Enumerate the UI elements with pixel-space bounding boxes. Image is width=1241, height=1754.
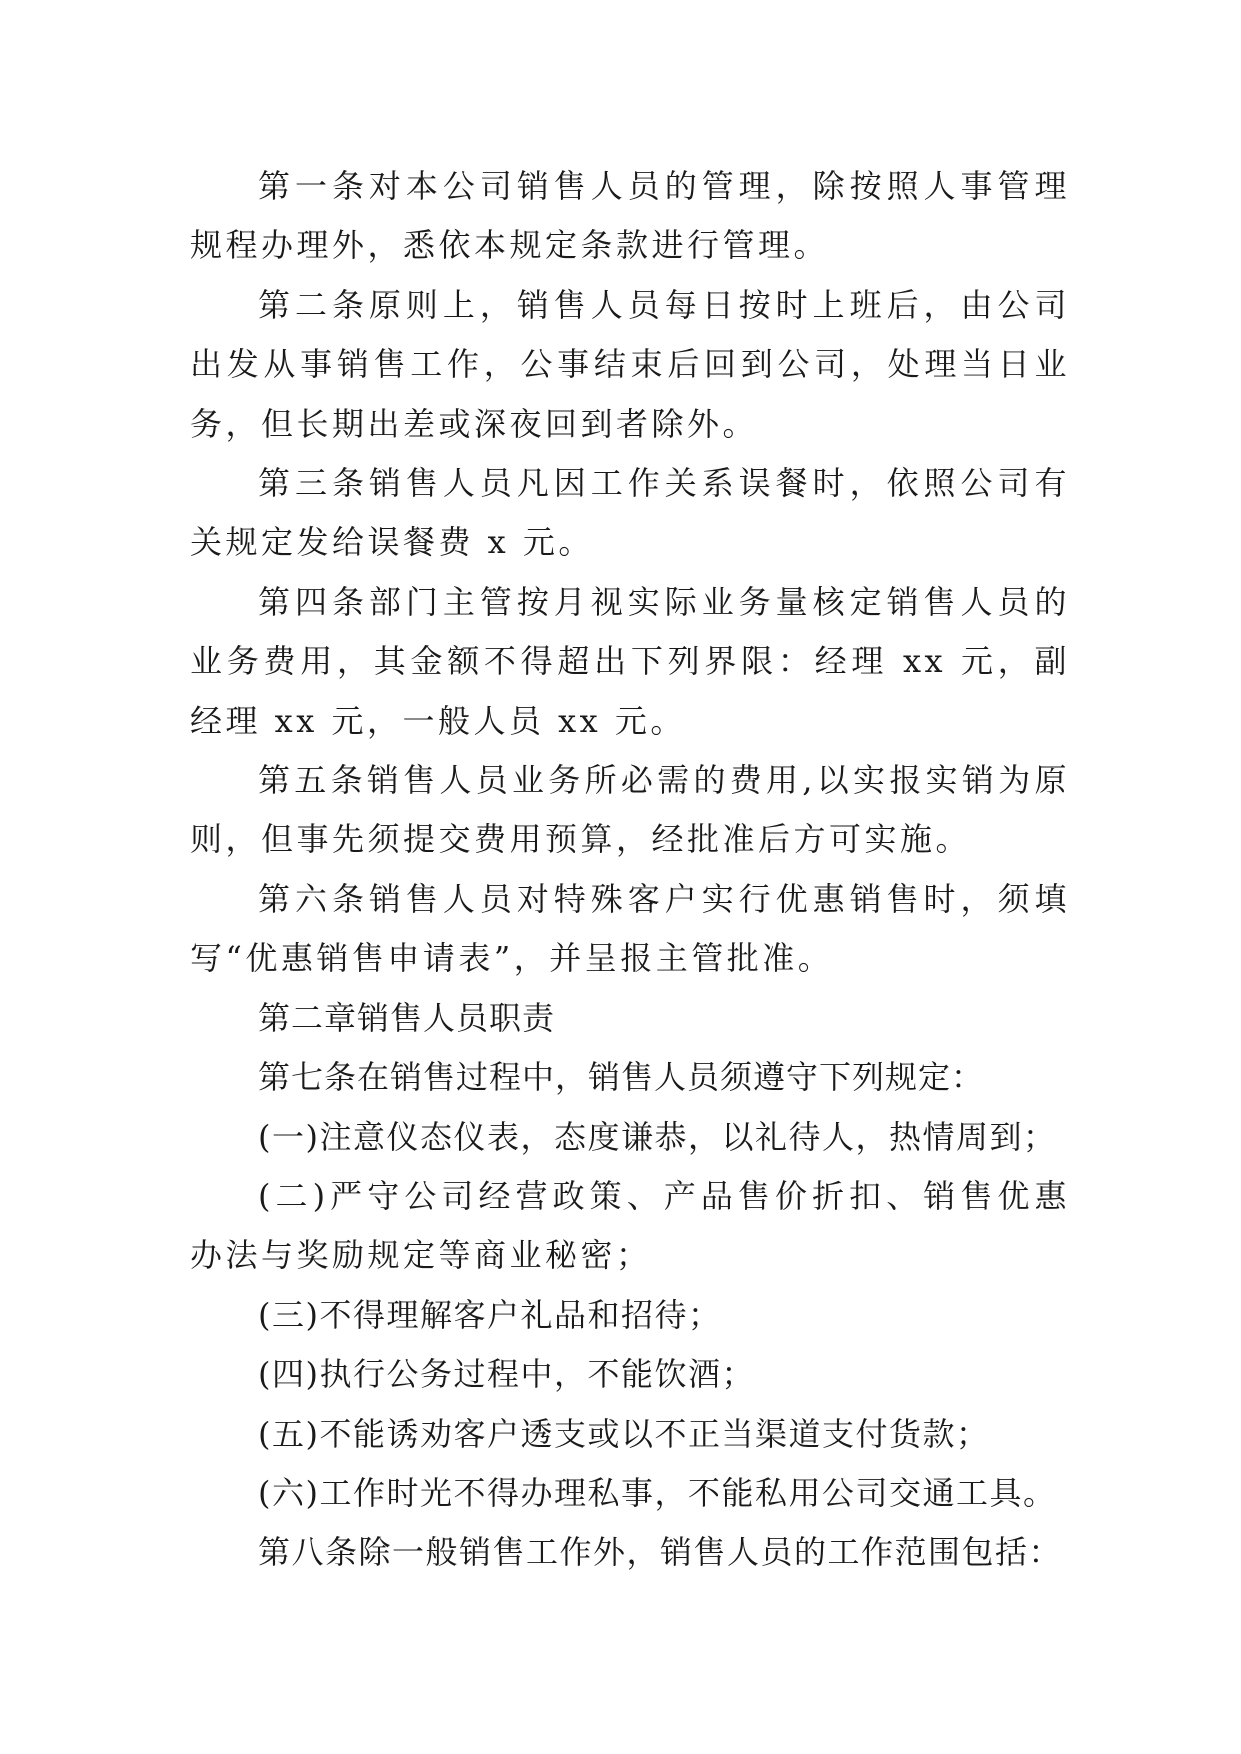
article-6: 第六条销售人员对特殊客户实行优惠销售时，须填写“优惠销售申请表”，并呈报主管批准。 bbox=[190, 879, 1070, 978]
article-3: 第三条销售人员凡因工作关系误餐时，依照公司有关规定发给误餐费 x 元。 bbox=[190, 464, 1070, 562]
list-item: (二)严守公司经营政策、产品售价折扣、销售优惠办法与奖励规定等商业秘密； bbox=[190, 1176, 1070, 1275]
list-item: (四)执行公务过程中，不能饮酒； bbox=[258, 1355, 755, 1394]
article-1: 第一条对本公司销售人员的管理，除按照人事管理规程办理外，悉依本规定条款进行管理。 bbox=[190, 167, 1070, 265]
article-7: 第七条在销售过程中，销售人员须遵守下列规定： bbox=[258, 1058, 985, 1097]
list-item: (三)不得理解客户礼品和招待； bbox=[258, 1295, 722, 1334]
article-8: 第八条除一般销售工作外，销售人员的工作范围包括： bbox=[258, 1533, 1063, 1572]
list-item: (一)注意仪态仪表，态度谦恭，以礼待人，热情周到； bbox=[258, 1117, 1057, 1156]
article-2: 第二条原则上，销售人员每日按时上班后，由公司出发从事销售工作，公事结束后回到公司，处理当日业务，但长期出差或深夜回到者除外。 bbox=[190, 285, 1070, 443]
list-item: (五)不能诱劝客户透支或以不正当渠道支付货款； bbox=[258, 1414, 990, 1453]
chapter-heading: 第二章销售人员职责 bbox=[258, 998, 556, 1037]
list-item: (六)工作时光不得办理私事，不能私用公司交通工具。 bbox=[258, 1473, 1057, 1512]
document-body bbox=[190, 157, 1070, 1583]
article-4: 第四条部门主管按月视实际业务量核定销售人员的业务费用，其金额不得超出下列界限：经理 xx 元，副经理 xx 元，一般人员 xx 元。 bbox=[190, 582, 1070, 740]
article-5: 第五条销售人员业务所必需的费用,以实报实销为原则，但事先须提交费用预算，经批准后方可实施。 bbox=[190, 761, 1070, 859]
